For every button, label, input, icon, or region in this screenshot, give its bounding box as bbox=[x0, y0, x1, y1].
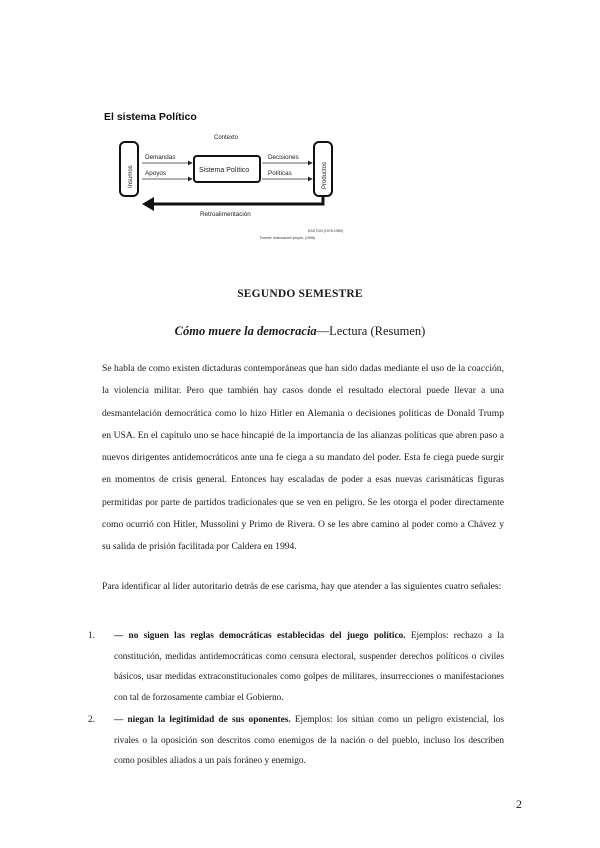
signals-intro-paragraph: Para identificar al líder autoritario detrás de ese carisma, hay que atender a las siguientes cuatro señales: bbox=[102, 581, 502, 592]
list-item-text bbox=[114, 710, 504, 772]
decisions-label: Decisiones bbox=[268, 154, 299, 161]
summary-paragraph: Se habla de como existen dictaduras contemporáneas que han sido dadas mediante el uso de la coacción, la violencia militar. Pero que también hay casos donde el resultado electoral puede llevar a una desmantelación democrática como lo hizo Hitler en Alemania o decisiones políticas de Donald Trump en USA. En el capítulo uno se hace hincapié de la importancia de las alianzas políticas que abren paso a nuevos dirigentes antidemocráticos ante una fe ciega a su mandato del poder. Esta fe ciega puede surgir en momentos de crisis general. Entonces hay escaladas de poder a esas nuevas carismáticas figuras permitidas por parte de partidos tradicionales que se ven en peligro. Se les otorga el poder directamente como ocurrió con Hitler, Mussolini y Primo de Rivera. O se les abre camino al poder como a Chávez y su salida de prisión facilitada por Caldera en 1994. bbox=[102, 363, 504, 553]
list-item-number: 1. bbox=[88, 631, 95, 641]
list-item-lead: — no siguen las reglas democráticas establecidas del juego político. bbox=[114, 631, 406, 641]
section-heading: SEGUNDO SEMESTRE bbox=[237, 288, 363, 300]
list-item-body: Ejemplos: rechazo a la constitución, medidas antidemocráticas como censura electoral, suspender derechos políticos o civiles básicos, usar medidas extraconstitucionales como golpes de militares, insurrecciones o manifestaciones con tal de forzosamente cambiar el Gobierno. bbox=[114, 631, 505, 703]
source-line-2: Fuente: elaboración propia, (1996) bbox=[260, 236, 316, 240]
demands-label: Demandas bbox=[145, 154, 176, 161]
system-label: Sistema Político bbox=[199, 167, 250, 174]
feedback-arrowhead bbox=[142, 197, 154, 211]
political-system-diagram bbox=[118, 128, 354, 246]
feedback-label: Retroalimentación bbox=[200, 211, 251, 218]
diagram-title: El sistema Político bbox=[104, 111, 197, 123]
book-title: Cómo muere la democracia bbox=[174, 324, 317, 338]
feedback-loop bbox=[152, 196, 323, 204]
list-item-number: 2. bbox=[88, 715, 95, 725]
subtitle-rest: —Lectura (Resumen) bbox=[316, 324, 426, 338]
policies-label: Políticas bbox=[268, 170, 292, 177]
reading-subtitle bbox=[0, 324, 600, 339]
list-item-lead: — niegan la legitimidad de sus oponentes. bbox=[114, 715, 291, 725]
inputs-label: Insumos bbox=[128, 165, 134, 188]
context-label: Contexto bbox=[214, 135, 239, 141]
list-item-text bbox=[114, 626, 504, 708]
page-number: 2 bbox=[516, 797, 522, 811]
list-item-body: Ejemplos: los sitúan como un peligro existencial, los rivales o la oposición son descritos como enemigos de la nación o del pueblo, incluso los describen como posibles aliados a un país foráneo y enemigo. bbox=[114, 715, 505, 766]
source-line-1: EASTON (1976:1989) bbox=[308, 229, 344, 233]
supports-label: Apoyos bbox=[145, 170, 167, 177]
products-label: Productos bbox=[322, 161, 328, 189]
